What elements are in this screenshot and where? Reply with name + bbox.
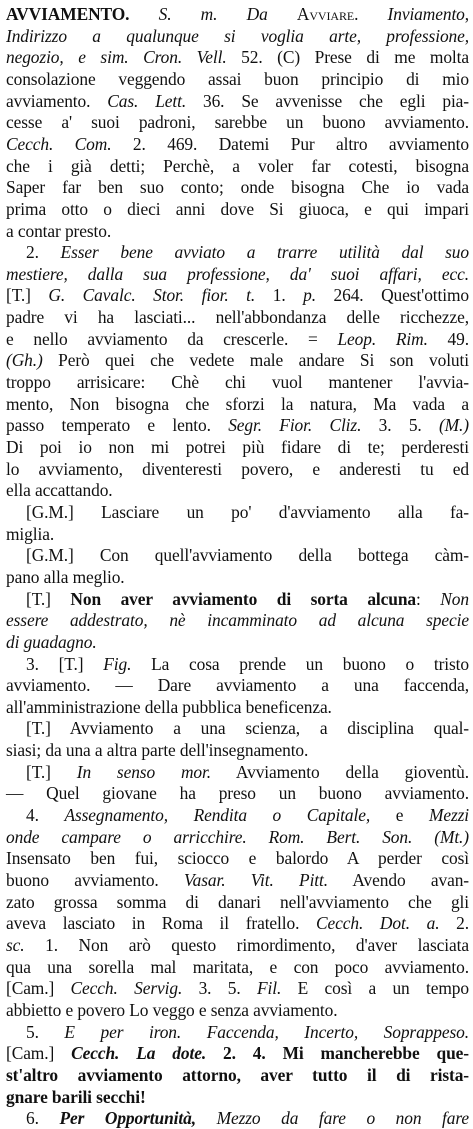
text-segment: Vasar. Vit. Pitt. bbox=[184, 870, 329, 890]
text-segment: Avviare bbox=[296, 4, 355, 24]
text-segment: Cecch. Com. bbox=[6, 133, 112, 154]
text-segment: qua una sorella mal maritata, e con poco avviamento. bbox=[6, 956, 469, 977]
entry-text-line bbox=[6, 176, 469, 198]
text-segment: p. bbox=[303, 285, 316, 306]
entry-text-line bbox=[6, 956, 469, 978]
entry-text-line bbox=[6, 458, 469, 480]
text-segment bbox=[268, 4, 297, 24]
entry-text-line bbox=[6, 869, 469, 891]
entry-text-line bbox=[6, 847, 469, 869]
entry-text-line bbox=[6, 111, 469, 133]
text-segment: che i già detti; Perchè, a voler far cotesti, bisogna bbox=[6, 155, 469, 176]
text-segment: Però quei che vedete male andare Si son voluti bbox=[42, 350, 469, 371]
text-segment: lo avviamento, diventeresti povero, e anderesti tu ed bbox=[6, 458, 469, 479]
entry-text-line bbox=[6, 1107, 469, 1129]
entry-text-line bbox=[6, 436, 469, 458]
text-segment: e bbox=[370, 805, 429, 826]
text-segment: Non bbox=[440, 588, 469, 609]
text-segment: passo temperato e lento. bbox=[6, 415, 229, 436]
text-segment bbox=[196, 1108, 217, 1128]
entry-text-line bbox=[6, 523, 469, 545]
text-segment: Mezzi bbox=[428, 805, 470, 826]
entry-text-line bbox=[6, 912, 469, 934]
text-segment: [G.M.] Lasciare un po' d'avviamento alla fa- bbox=[26, 501, 469, 522]
entry-text-line bbox=[6, 934, 469, 956]
text-segment: siasi; da una a altra parte dell'insegnamento. bbox=[6, 740, 309, 761]
entry-text-line bbox=[6, 501, 469, 523]
text-segment: mestiere, dalla sua professione, da' suoi affari, ecc. bbox=[6, 263, 469, 284]
entry-text-line bbox=[6, 1021, 469, 1043]
text-segment: miglia. bbox=[6, 523, 55, 544]
text-segment: cesse a' suoi padroni, sarebbe un buono avviamento. bbox=[6, 112, 469, 133]
entry-text-line bbox=[6, 1042, 469, 1064]
text-segment bbox=[129, 4, 158, 24]
text-segment: . bbox=[354, 4, 388, 24]
text-segment: [T.] bbox=[26, 761, 77, 782]
text-segment: 36. Se avvenisse che egli pia- bbox=[186, 90, 469, 111]
text-segment: gnare barili secchi! bbox=[6, 1086, 146, 1107]
text-segment: (M.) bbox=[438, 415, 470, 436]
text-segment: G. Cavalc. Stor. fior. t. bbox=[48, 285, 256, 306]
entry-text-line bbox=[6, 133, 469, 155]
text-segment: abbietto e povero Lo veggo e senza avviamento. bbox=[6, 999, 338, 1020]
entry-text-line bbox=[6, 479, 469, 501]
text-segment: Inviamento bbox=[387, 4, 465, 24]
entry-text-line bbox=[6, 739, 469, 761]
text-segment: [T.] Avviamento a una scienza, a disciplina qual- bbox=[26, 718, 469, 739]
entry-text-line bbox=[6, 891, 469, 913]
text-segment: 2. bbox=[26, 242, 61, 263]
entry-text-line bbox=[6, 241, 469, 263]
text-segment: Segr. Fior. Cliz. bbox=[228, 415, 362, 436]
text-segment: 5. bbox=[26, 1021, 65, 1042]
text-segment: (Mt.) bbox=[434, 826, 469, 847]
text-segment: consolazione veggendo assai buon principio di mio bbox=[6, 68, 469, 89]
text-segment: 4. bbox=[26, 805, 65, 826]
text-segment: 2. 4. Mi mancherebbe que- bbox=[206, 1043, 469, 1064]
text-segment: di guadagno. bbox=[6, 631, 97, 652]
text-segment bbox=[217, 4, 246, 24]
entry-text-line bbox=[6, 1086, 469, 1108]
text-segment: [Cam.] bbox=[6, 978, 71, 999]
entry-text-line bbox=[6, 90, 469, 112]
text-segment: essere addestrato, nè incamminato ad alcuna specie bbox=[6, 610, 469, 631]
text-segment: In senso mor. bbox=[76, 761, 211, 782]
text-segment: avviamento. — Dare avviamento a una faccenda, bbox=[6, 675, 469, 696]
entry-text-line bbox=[6, 631, 469, 653]
text-segment: pano alla meglio. bbox=[6, 566, 125, 587]
text-segment: a contar presto. bbox=[6, 220, 112, 241]
text-segment bbox=[412, 827, 434, 847]
entry-text-line bbox=[6, 588, 469, 610]
text-segment: buono avviamento. bbox=[6, 870, 185, 890]
entry-text-line bbox=[6, 826, 469, 848]
text-segment: AVVIAMENTO. bbox=[6, 4, 130, 24]
text-segment: [T.] bbox=[6, 285, 49, 306]
text-segment: Non aver avviamento di sorta alcuna bbox=[70, 588, 417, 609]
text-segment: aveva lasciato in Roma il fratello. bbox=[6, 913, 317, 934]
text-segment: Indirizzo a qualunque si voglia arte, professione, bbox=[6, 25, 469, 46]
text-segment: 1. Non arò questo rimordimento, d'aver lasciata bbox=[24, 934, 469, 955]
text-segment: 6. bbox=[26, 1108, 60, 1129]
entry-text-line bbox=[6, 306, 469, 328]
entry-text-line bbox=[6, 717, 469, 739]
text-segment: La cosa prende un buono o tristo bbox=[131, 653, 469, 674]
text-segment: negozio, e sim. Cron. Vell. bbox=[6, 47, 227, 68]
entry-text-line bbox=[6, 393, 469, 415]
text-segment: Esser bene avviato a trarre utilità dal suo bbox=[60, 242, 470, 263]
text-segment: Di poi io non mi potrei più fidare di te; perderesti bbox=[6, 437, 469, 457]
entry-text-line bbox=[6, 696, 469, 718]
entry-text-line bbox=[6, 653, 469, 675]
text-segment: Cecch. Servig. bbox=[70, 978, 183, 999]
entry-text-line bbox=[6, 371, 469, 393]
text-segment: [Cam.] bbox=[6, 1043, 72, 1064]
text-segment: — Quel giovane ha preso un buono avviamento. bbox=[6, 783, 469, 804]
text-segment: 52. (C) Prese di me molta bbox=[226, 47, 470, 68]
text-segment: Da bbox=[246, 4, 268, 24]
entry-text-line bbox=[6, 284, 469, 306]
entry-text-line bbox=[6, 414, 469, 436]
entry-text-line bbox=[6, 349, 469, 371]
entry-text-line bbox=[6, 220, 469, 242]
text-segment: 2. bbox=[439, 913, 469, 934]
entry-text-line bbox=[6, 761, 469, 783]
text-segment: Avviamento della gioventù. bbox=[211, 761, 469, 782]
entry-text-line bbox=[6, 999, 469, 1021]
text-segment: Fil. bbox=[257, 978, 282, 999]
entry-text-line bbox=[6, 25, 469, 47]
dictionary-page bbox=[6, 3, 470, 1129]
text-segment: troppo arrisicare: Chè chi vuol mantener l'avvia- bbox=[6, 372, 469, 393]
text-segment: Avendo avan- bbox=[328, 870, 469, 890]
text-segment: all'amministrazione della pubblica beneficenza. bbox=[6, 696, 332, 717]
text-segment: 3. [T.] bbox=[26, 653, 104, 674]
entry-text-line bbox=[6, 566, 469, 588]
text-segment: st'altro avviamento attorno, aver tutto il di ristа- bbox=[6, 1064, 469, 1085]
text-segment: ella accattando. bbox=[6, 480, 113, 501]
text-segment: Mezzo da fare o non fare bbox=[216, 1108, 470, 1129]
text-segment: : bbox=[416, 588, 441, 609]
text-segment: [T.] bbox=[26, 588, 71, 609]
text-segment: E così a un tempo bbox=[281, 978, 469, 999]
text-segment: mento, Non bisogna che sforzi la natura, Ma vada a bbox=[6, 393, 469, 414]
entry-text-line bbox=[6, 977, 469, 999]
text-segment: Insensato ben fui, sciocco e balordo A perder così bbox=[6, 848, 469, 869]
entry-text-line bbox=[6, 782, 469, 804]
text-segment: Leop. Rim. bbox=[337, 328, 428, 349]
entry-text-line bbox=[6, 804, 469, 826]
entry-text-line bbox=[6, 544, 469, 566]
text-segment: e nello avviamento da crescerle. = bbox=[6, 328, 338, 349]
text-segment: Assegnamento, Rendita o Capitale, bbox=[64, 805, 371, 826]
text-segment: 49. bbox=[427, 328, 469, 349]
text-segment: avviamento. bbox=[6, 90, 108, 111]
entry-text-line bbox=[6, 198, 469, 220]
text-segment: [G.M.] Con quell'avviamento della bottega càm- bbox=[26, 545, 469, 566]
entry-text-line bbox=[6, 328, 469, 350]
text-segment: padre vi ha lasciati... nell'abbondanza delle ricchezze, bbox=[6, 307, 469, 328]
text-segment: (Gh.) bbox=[6, 350, 43, 371]
text-segment: Fig. bbox=[103, 653, 132, 674]
entry-text-line bbox=[6, 46, 469, 68]
entry-text-line bbox=[6, 3, 469, 25]
text-segment: 3. 5. bbox=[361, 415, 439, 436]
text-segment: Cecch. La dote. bbox=[71, 1043, 207, 1064]
entry-text-line bbox=[6, 609, 469, 631]
entry-text-line bbox=[6, 1064, 469, 1086]
text-segment: 3. 5. bbox=[182, 978, 257, 999]
text-segment: onde campare o arricchire. Rom. Bert. Son. bbox=[6, 826, 413, 847]
entry-text-line bbox=[6, 68, 469, 90]
text-segment: 2. 469. Datemi Pur altro avviamento bbox=[111, 133, 470, 154]
text-segment: E per iron. Faccenda, Incerto, Soprappeso. bbox=[64, 1021, 470, 1042]
text-segment: Saper far ben suo conto; onde bisogna Che io vada bbox=[6, 177, 469, 198]
text-segment: 264. Quest'ottimo bbox=[315, 285, 470, 306]
entry-text-line bbox=[6, 674, 469, 696]
entry-text-line bbox=[6, 263, 469, 285]
text-segment: , bbox=[464, 4, 470, 24]
text-segment: zato grossa somma di danari nell'avviamento che gli bbox=[6, 891, 469, 912]
text-segment: Cas. Lett. bbox=[107, 90, 187, 111]
text-segment: Cecch. Dot. a. bbox=[316, 913, 440, 934]
text-segment: 1. bbox=[255, 285, 304, 306]
text-segment: sc. bbox=[6, 934, 25, 955]
text-segment: S. m. bbox=[158, 4, 218, 24]
text-segment: Per Opportunità, bbox=[59, 1108, 196, 1129]
entry-text-line bbox=[6, 155, 469, 177]
text-segment: prima otto o dieci anni dove Si giuoca, e qui impari bbox=[6, 198, 469, 219]
